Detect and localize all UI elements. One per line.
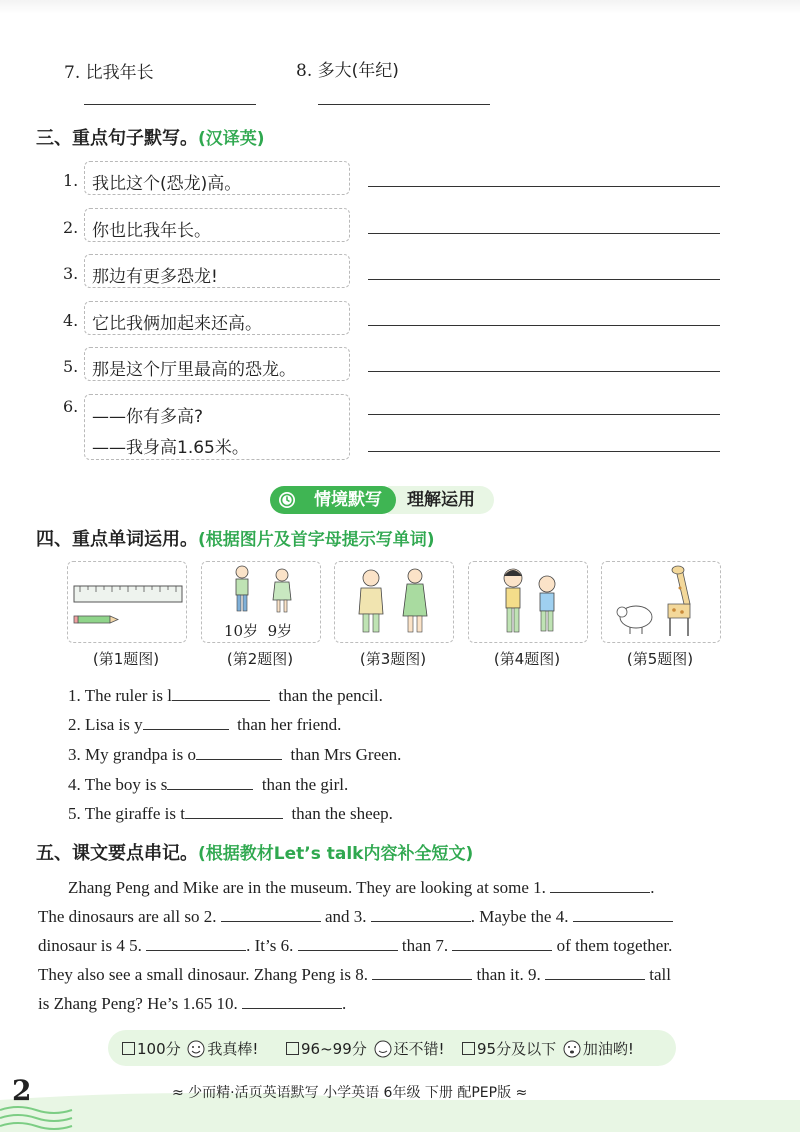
answer-blank[interactable]	[196, 743, 282, 760]
fill-before: 5. The giraffe is t	[68, 804, 185, 823]
section-title: 四、重点单词运用。	[36, 529, 198, 550]
answer-line[interactable]	[368, 451, 720, 452]
vocab-item-7	[64, 58, 154, 83]
section-hint: (根据图片及首字母提示写单词)	[198, 530, 435, 550]
checkbox[interactable]	[286, 1042, 299, 1055]
vocab-num: 7.	[64, 63, 81, 83]
happy-face-icon	[187, 1040, 205, 1058]
fill-item-1	[68, 684, 383, 706]
dialogue-line-1: ——你有多高?	[92, 407, 204, 427]
answer-blank[interactable]	[298, 934, 398, 951]
fill-before: 1. The ruler is l	[68, 686, 173, 705]
vocab-answer-line-7[interactable]	[84, 104, 256, 105]
sentence-text: 那边有更多恐龙!	[92, 267, 218, 287]
passage-text: dinosaur is 4 5.	[38, 936, 142, 955]
passage-text: They also see a small dinosaur. Zhang Peng is 8.	[38, 965, 369, 984]
score-remark: 还不错!	[393, 1040, 445, 1058]
passage-text: tall	[649, 965, 671, 984]
fill-after: than the pencil.	[278, 686, 383, 705]
fill-item-2	[68, 713, 341, 735]
answer-blank[interactable]	[550, 876, 650, 893]
score-remark: 我真棒!	[207, 1040, 259, 1058]
passage-line-2	[38, 905, 730, 927]
fill-after: than the sheep.	[291, 804, 393, 823]
sentence-text: 我比这个(恐龙)高。	[92, 174, 242, 194]
score-range: 100分	[137, 1040, 181, 1058]
picture-caption: (第1题图)	[92, 650, 160, 668]
answer-blank[interactable]	[371, 905, 471, 922]
answer-blank[interactable]	[573, 905, 673, 922]
picture-box-3	[334, 561, 454, 643]
fill-item-5	[68, 802, 393, 824]
fill-before: 4. The boy is s	[68, 775, 168, 794]
score-option-2	[286, 1038, 445, 1059]
cheer-face-icon	[563, 1040, 581, 1058]
passage-text: than 7.	[401, 936, 449, 955]
section-banner	[270, 486, 494, 514]
sentence-text: 你也比我年长。	[92, 221, 211, 241]
fill-item-4	[68, 773, 348, 795]
answer-line[interactable]	[368, 186, 720, 187]
checkbox[interactable]	[462, 1042, 475, 1055]
answer-blank[interactable]	[146, 934, 246, 951]
page-number: 2	[12, 1074, 32, 1107]
passage-text: The dinosaurs are all so 2.	[38, 907, 217, 926]
picture-caption: (第3题图)	[359, 650, 427, 668]
answer-blank[interactable]	[167, 773, 253, 790]
picture-box-2	[201, 561, 321, 643]
section-hint: (根据教材Let’s talk内容补全短文)	[198, 844, 474, 864]
sentence-num: 3.	[63, 264, 79, 283]
section-title: 三、重点句子默写。	[36, 128, 198, 149]
passage-line-3	[38, 934, 730, 956]
score-option-3	[462, 1038, 634, 1059]
sentence-num: 1.	[63, 171, 79, 190]
sentence-num: 4.	[63, 311, 79, 330]
answer-line[interactable]	[368, 371, 720, 372]
passage-text: . It’s 6.	[246, 936, 294, 955]
answer-blank[interactable]	[172, 684, 270, 701]
section-hint: (汉译英)	[198, 129, 265, 149]
passage-text: is Zhang Peng? He’s 1.65 10.	[38, 994, 238, 1013]
answer-blank[interactable]	[452, 934, 552, 951]
answer-blank[interactable]	[545, 963, 645, 980]
grandpa-woman-icon	[335, 562, 453, 642]
vocab-item-8	[296, 56, 399, 81]
picture-caption: (第2题图)	[226, 650, 294, 668]
banner-left-label: 情境默写	[270, 486, 396, 514]
section-title: 五、课文要点串记。	[36, 843, 198, 864]
banner-right-label: 理解运用	[388, 486, 494, 514]
checkbox[interactable]	[122, 1042, 135, 1055]
score-range: 96~99分	[301, 1040, 367, 1058]
fill-after: than Mrs Green.	[290, 745, 402, 764]
answer-line[interactable]	[368, 414, 720, 415]
passage-line-1: Zhang Peng and Mike are in the museum. They are looking at some 1. .	[68, 878, 655, 897]
clock-icon	[278, 491, 296, 509]
fill-before: 3. My grandpa is o	[68, 745, 196, 764]
score-option-1	[122, 1038, 258, 1059]
answer-blank[interactable]	[185, 802, 283, 819]
sentence-text: 那是这个厅里最高的恐龙。	[92, 360, 296, 380]
picture-box-4	[468, 561, 588, 643]
picture-caption: (第5题图)	[626, 650, 694, 668]
vocab-text: 比我年长	[85, 63, 154, 83]
smile-face-icon	[374, 1040, 392, 1058]
answer-blank[interactable]	[221, 905, 321, 922]
score-remark: 加油哟!	[582, 1040, 634, 1058]
picture-box-1	[67, 561, 187, 643]
answer-blank[interactable]	[242, 992, 342, 1009]
answer-blank[interactable]	[372, 963, 472, 980]
fill-after: than her friend.	[237, 715, 342, 734]
answer-line[interactable]	[368, 325, 720, 326]
passage-line-4	[38, 963, 730, 985]
fill-after: than the girl.	[261, 775, 349, 794]
picture-caption: (第4题图)	[493, 650, 561, 668]
sentence-num: 2.	[63, 218, 79, 237]
score-bar	[108, 1030, 676, 1066]
picture-box-5	[601, 561, 721, 643]
section4-heading	[36, 525, 435, 551]
sentence-num: 6.	[63, 397, 79, 416]
passage-text: than it. 9.	[476, 965, 541, 984]
section5-heading	[36, 839, 473, 865]
answer-line[interactable]	[368, 233, 720, 234]
age-labels: 10岁 9岁	[224, 622, 293, 640]
passage-text: Zhang Peng and Mike are in the museum. They are looking at some 1.	[68, 878, 546, 897]
answer-line[interactable]	[368, 279, 720, 280]
sheep-giraffe-icon	[602, 562, 720, 642]
dialogue-line-2: ——我身高1.65米。	[92, 438, 249, 458]
girl-boy-icon	[469, 562, 587, 642]
passage-text: and 3.	[324, 907, 367, 926]
sentence-text: 它比我俩加起来还高。	[92, 314, 262, 334]
vocab-num: 8.	[296, 61, 313, 81]
passage-text: of them together.	[556, 936, 673, 955]
ruler-pencil-icon	[68, 562, 186, 642]
fill-item-3	[68, 743, 401, 765]
footer-title: ≈ 少而精·活页英语默写 小学英语 6年级 下册 配PEP版 ≈	[172, 1085, 528, 1101]
section3-heading	[36, 124, 265, 150]
passage-text: . Maybe the 4.	[470, 907, 569, 926]
vocab-answer-line-8[interactable]	[318, 104, 490, 105]
vocab-text: 多大(年纪)	[317, 61, 399, 81]
two-children-icon	[202, 562, 320, 620]
passage-line-5: is Zhang Peng? He’s 1.65 10. .	[38, 994, 347, 1013]
answer-blank[interactable]	[143, 713, 229, 730]
sentence-num: 5.	[63, 357, 79, 376]
top-edge	[0, 0, 800, 14]
score-range: 95分及以下	[477, 1040, 557, 1058]
fill-before: 2. Lisa is y	[68, 715, 143, 734]
